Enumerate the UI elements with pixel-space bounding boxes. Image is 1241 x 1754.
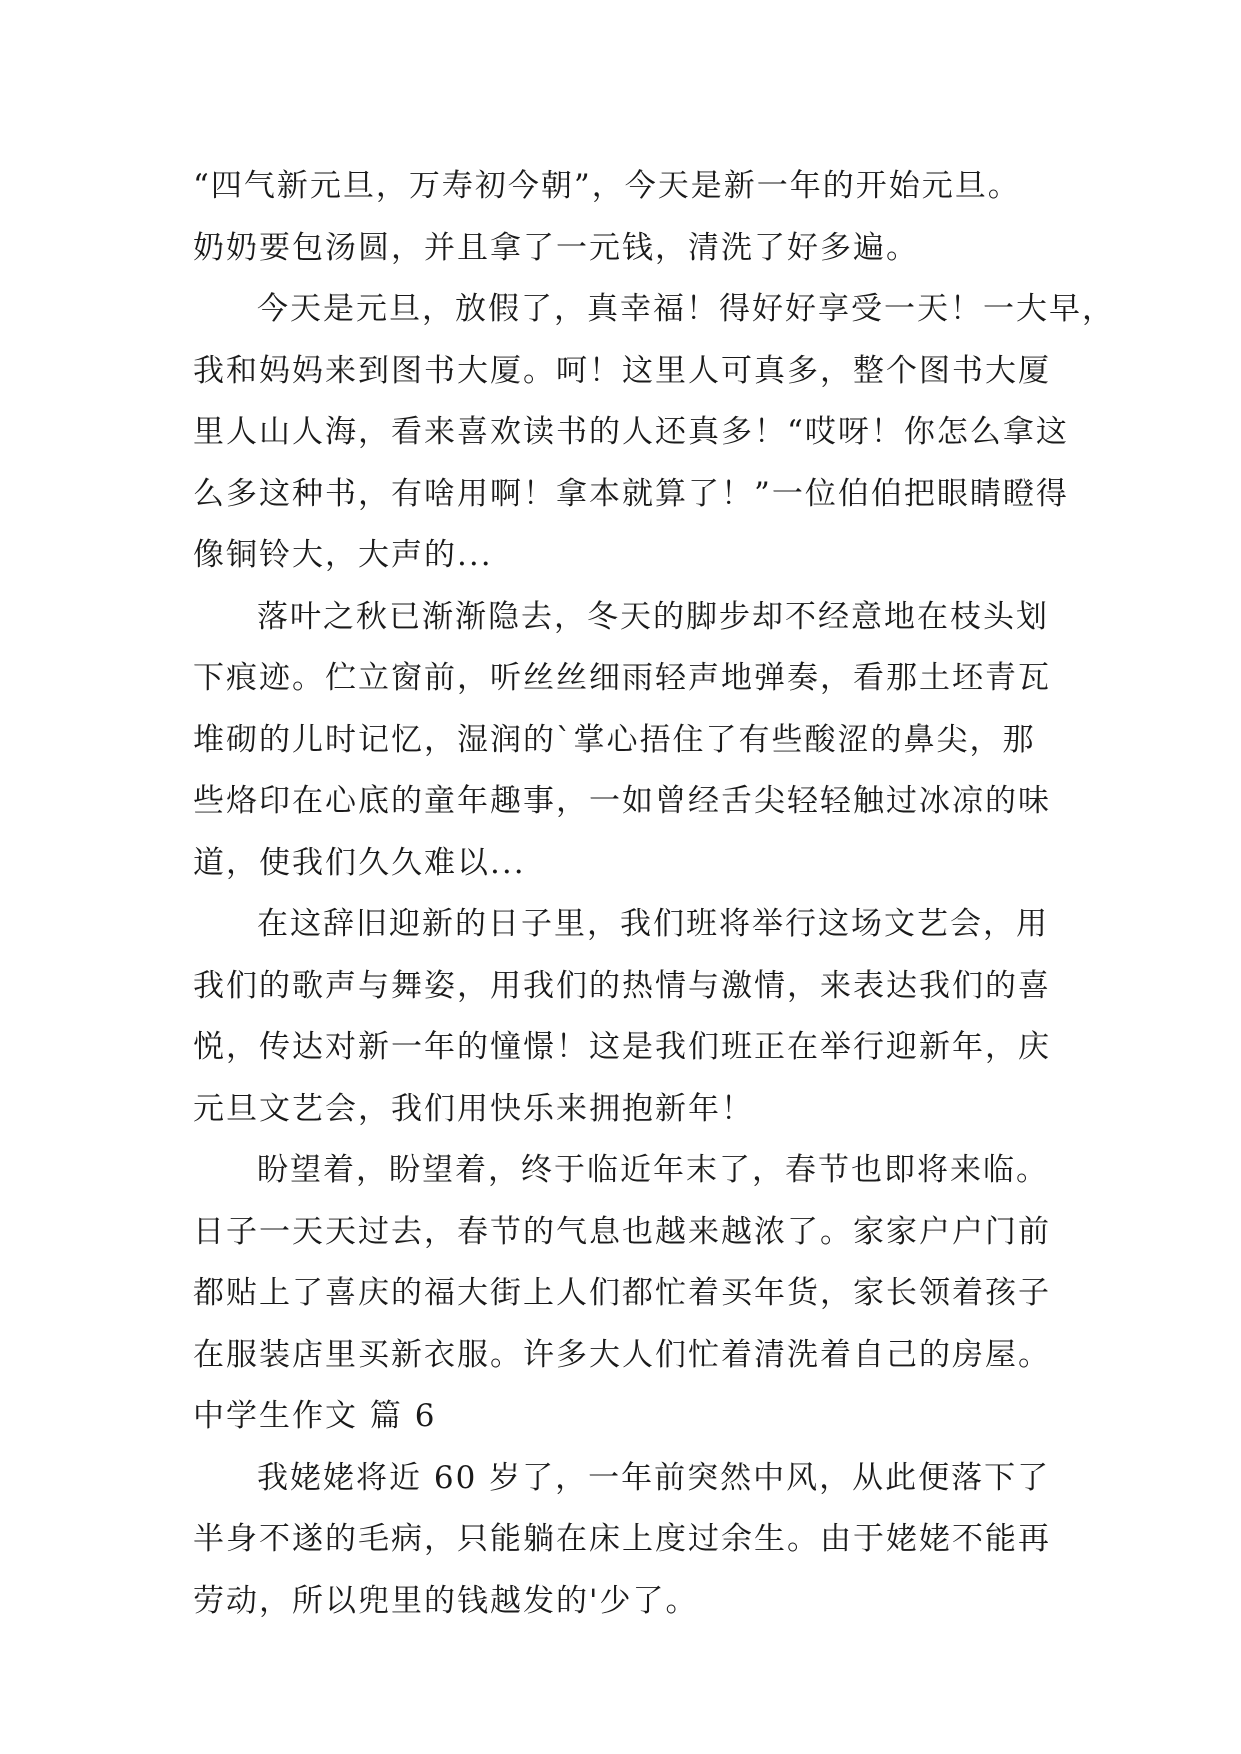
document-body — [193, 156, 1115, 1632]
text-line: 半身不遂的毛病，只能躺在床上度过余生。由于姥姥不能再 — [193, 1521, 1051, 1557]
text-line: 在服装店里买新衣服。许多大人们忙着清洗着自己的房屋。 — [193, 1336, 1051, 1373]
text-line: “四气新元旦，万寿初今朝”，今天是新一年的开始元旦。 — [193, 168, 1021, 204]
text-line: 悦，传达对新一年的憧憬！这是我们班正在举行迎新年，庆 — [193, 1029, 1051, 1065]
text-line: 奶奶要包汤圆，并且拿了一元钱，清洗了好多遍。 — [193, 229, 919, 266]
section-heading: 中学生作文 篇 6 — [193, 1398, 437, 1434]
paragraph-start-line: 盼望着，盼望着，终于临近年末了，春节也即将来临。 — [257, 1152, 1049, 1188]
paragraph-start-line: 我姥姥将近 60 岁了，一年前突然中风，从此便落下了 — [257, 1459, 1051, 1496]
text-line: 我和妈妈来到图书大厦。呵！这里人可真多，整个图书大厦 — [193, 352, 1051, 389]
text-line: 元旦文艺会，我们用快乐来拥抱新年！ — [193, 1090, 754, 1127]
paragraph-start-line: 今天是元旦，放假了，真幸福！得好好享受一天！一大早， — [257, 291, 1115, 327]
text-line: 像铜铃大，大声的... — [193, 537, 493, 573]
paragraph-start-line: 落叶之秋已渐渐隐去，冬天的脚步却不经意地在枝头划 — [257, 598, 1049, 635]
text-line: 下痕迹。伫立窗前，听丝丝细雨轻声地弹奏，看那土坯青瓦 — [193, 660, 1051, 696]
text-line: 道，使我们久久难以... — [193, 844, 526, 881]
text-line: 堆砌的儿时记忆，湿润的`掌心捂住了有些酸涩的鼻尖，那 — [193, 721, 1036, 758]
text-line: 都贴上了喜庆的福大街上人们都忙着买年货，家长领着孩子 — [193, 1275, 1051, 1311]
text-line: 些烙印在心底的童年趣事，一如曾经舌尖轻轻触过冰凉的味 — [193, 783, 1051, 819]
text-line: 日子一天天过去，春节的气息也越来越浓了。家家户户门前 — [193, 1213, 1051, 1250]
text-line: 我们的歌声与舞姿，用我们的热情与激情，来表达我们的喜 — [193, 967, 1051, 1004]
text-line: 劳动，所以兜里的钱越发的'少了。 — [193, 1582, 699, 1619]
text-line: 里人山人海，看来喜欢读书的人还真多！“哎呀！你怎么拿这 — [193, 414, 1069, 450]
paragraph-start-line: 在这辞旧迎新的日子里，我们班将举行这场文艺会，用 — [257, 906, 1049, 942]
text-line: 么多这种书，有啥用啊！拿本就算了！”一位伯伯把眼睛瞪得 — [193, 475, 1069, 512]
